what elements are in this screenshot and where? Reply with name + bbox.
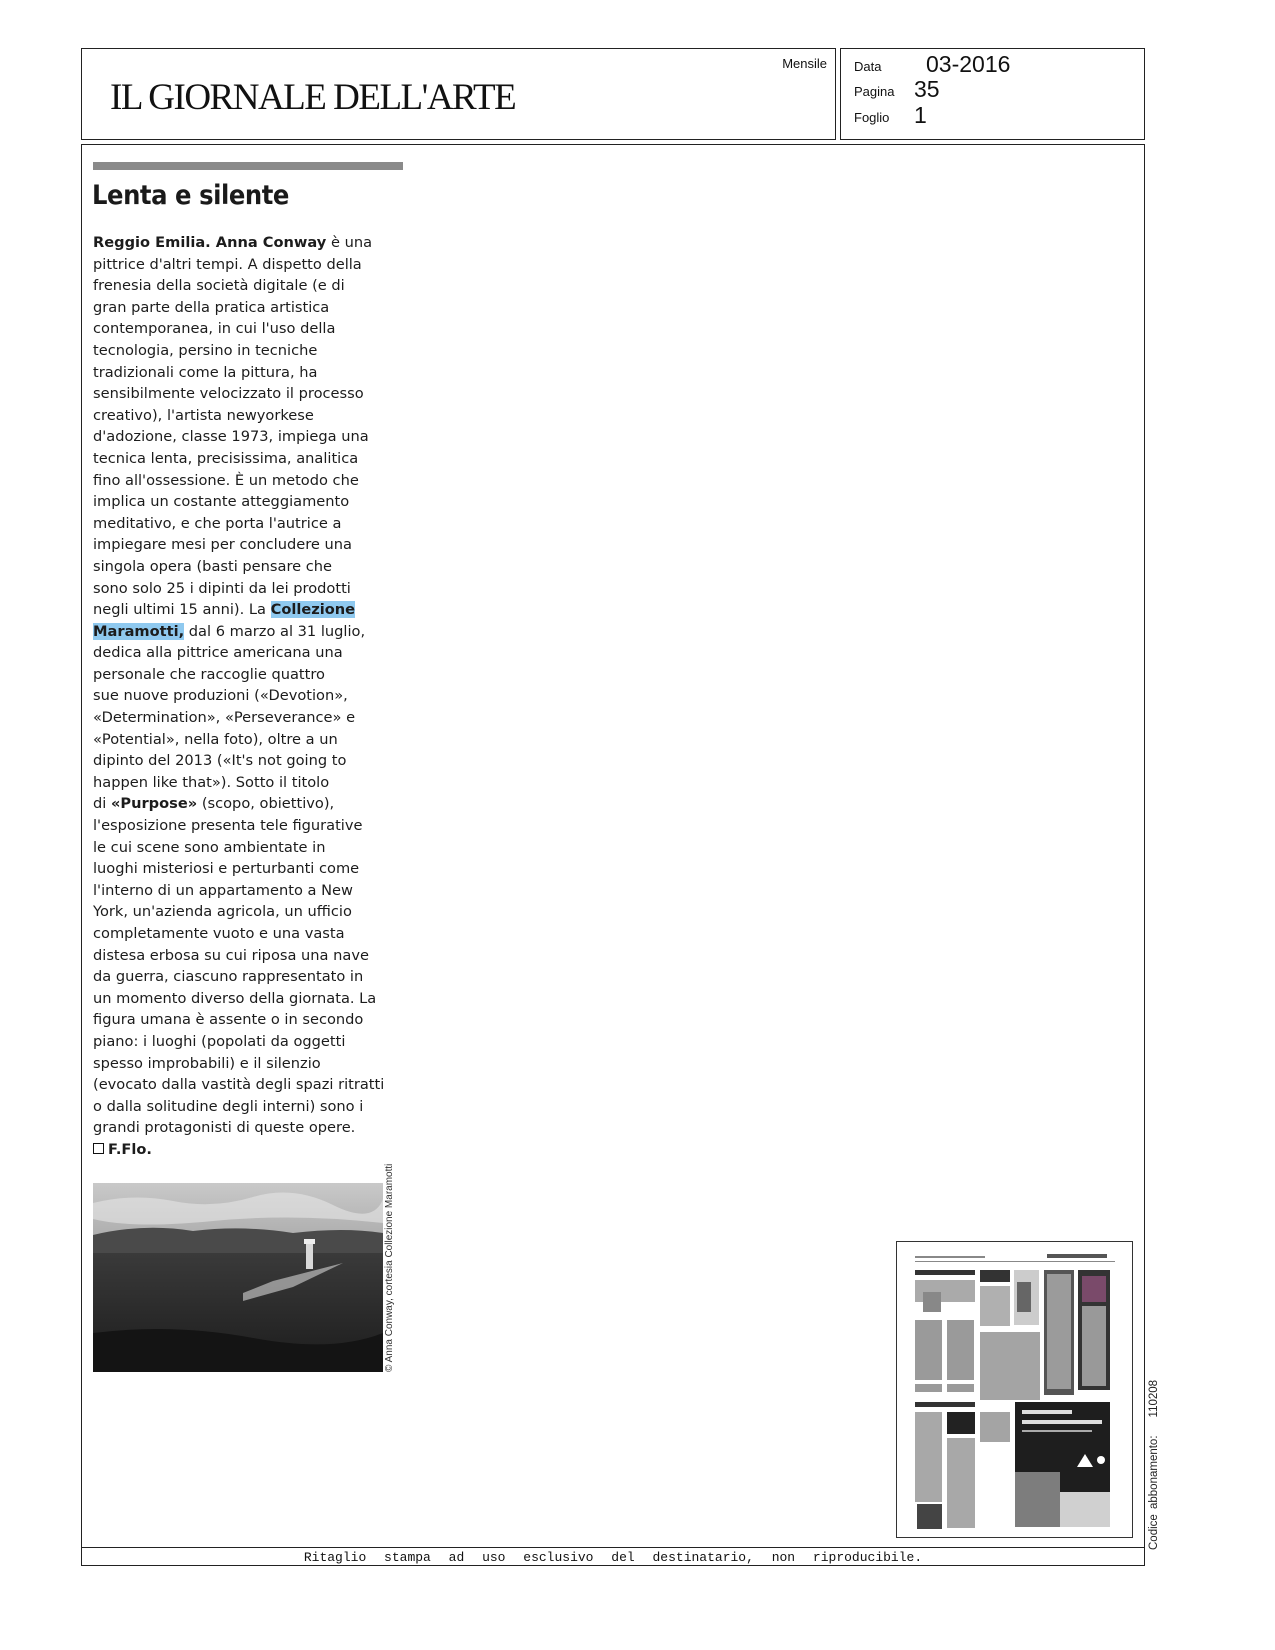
pagina-value: 35 xyxy=(914,76,940,102)
article-line: da guerra, ciascuno rappresentato in xyxy=(93,968,364,986)
foglio-value: 1 xyxy=(914,102,927,128)
article-line: completamente vuoto e una vasta xyxy=(93,925,345,942)
article-line: distesa erbosa su cui riposa una nave xyxy=(93,946,369,964)
meta-box xyxy=(840,48,1145,140)
article-line: implica un costante atteggiamento xyxy=(93,493,350,511)
article-line: tecnica lenta, precisissima, analitica xyxy=(93,449,359,467)
article-line: York, un'azienda agricola, un ufficio xyxy=(93,903,352,921)
landscape-lighthouse-image xyxy=(93,1183,383,1372)
page-thumbnail xyxy=(896,1241,1133,1538)
article-line: contemporanea, in cui l'uso della xyxy=(93,320,336,338)
foglio-label: Foglio xyxy=(854,110,890,125)
article-byline-line xyxy=(93,1139,383,1161)
article-line: fino all'ossessione. È un metodo che xyxy=(93,471,359,489)
article-line: di «Purpose» (scopo, obiettivo), xyxy=(93,795,335,813)
end-square-icon xyxy=(93,1143,104,1154)
article-line: spesso improbabili) e il silenzio xyxy=(93,1054,321,1072)
newspaper-page-thumbnail-image xyxy=(897,1242,1132,1537)
article-line: piano: i luoghi (popolati da oggetti xyxy=(93,1032,346,1050)
article-line: creativo), l'artista newyorkese xyxy=(93,406,314,424)
article-line: tradizionali come la pittura, ha xyxy=(93,363,318,381)
article-line: grandi protagonisti di queste opere. xyxy=(93,1119,356,1137)
exhibition-title: «Purpose» xyxy=(110,795,198,813)
masthead-box xyxy=(81,48,836,140)
headline-rule xyxy=(93,162,403,170)
article-line: o dalla solitudine degli interni) sono i xyxy=(93,1097,364,1115)
article-line: meditativo, e che porta l'autrice a xyxy=(93,514,342,532)
article-line: dipinto del 2013 («It's not going to xyxy=(93,752,347,770)
article-line: un momento diverso della giornata. La xyxy=(93,989,377,1007)
article-body xyxy=(93,232,383,1161)
article-line: «Determination», «Perseverance» e xyxy=(93,709,356,727)
article-line: l'interno di un appartamento a New xyxy=(93,881,353,899)
article-line: l'esposizione presenta tele figurative xyxy=(93,817,363,835)
data-value: 03-2016 xyxy=(926,51,1011,77)
highlight-maramotti: Maramotti, xyxy=(93,622,185,640)
article-line: luoghi misteriosi e perturbanti come xyxy=(93,860,360,878)
article-line: dedica alla pittrice americana una xyxy=(93,644,343,662)
article-photo xyxy=(93,1183,383,1372)
article-line: singola opera (basti pensare che xyxy=(93,557,332,575)
article-line: negli ultimi 15 anni). La Collezione xyxy=(93,601,356,619)
article-byline: F.Flo. xyxy=(108,1140,152,1158)
article-line: sue nuove produzioni («Devotion», xyxy=(93,687,348,705)
article-line: Reggio Emilia. Anna Conway è una xyxy=(93,234,373,251)
article-line: «Potential», nella foto), oltre a un xyxy=(93,730,338,748)
article-line: impiegare mesi per concludere una xyxy=(93,536,352,554)
article-line: (evocato dalla vastità degli spazi ritratti xyxy=(93,1076,385,1094)
subscription-code-label: Codice abbonamento: xyxy=(1148,1435,1160,1550)
article-headline: Lenta e silente xyxy=(92,180,289,211)
subscription-code xyxy=(1148,1380,1160,1550)
article-line: le cui scene sono ambientate in xyxy=(93,838,326,856)
article-line: gran parte della pratica artistica xyxy=(93,298,330,316)
newspaper-masthead: IL GIORNALE DELL'ARTE xyxy=(110,77,516,118)
article-line: sensibilmente velocizzato il processo xyxy=(93,385,364,403)
photo-credit: © Anna Conway, cortesia Collezione Maramotti xyxy=(384,1163,395,1372)
pagina-label: Pagina xyxy=(854,84,895,99)
article-line: frenesia della società digitale (e di xyxy=(93,277,345,295)
article-line: happen like that»). Sotto il titolo xyxy=(93,773,330,791)
footer-divider xyxy=(81,1547,1145,1548)
article-line: pittrice d'altri tempi. A dispetto della xyxy=(93,255,362,273)
article-line: d'adozione, classe 1973, impiega una xyxy=(93,428,369,446)
periodicity-label: Mensile xyxy=(782,56,827,71)
article-line: personale che raccoglie quattro xyxy=(93,665,325,683)
article-line: sono solo 25 i dipinti da lei prodotti xyxy=(93,579,351,597)
data-label: Data xyxy=(854,59,882,74)
highlight-collezione: Collezione xyxy=(270,601,356,619)
article-line: tecnologia, persino in tecniche xyxy=(93,341,318,359)
footer-notice: Ritaglio stampa ad uso esclusivo del destinatario, non riproducibile. xyxy=(303,1550,923,1565)
article-line: Maramotti, dal 6 marzo al 31 luglio, xyxy=(93,622,366,640)
subscription-code-value: 110208 xyxy=(1148,1379,1160,1418)
article-line: figura umana è assente o in secondo xyxy=(93,1011,364,1029)
article-bold-location: Reggio Emilia. Anna Conway xyxy=(93,234,327,251)
